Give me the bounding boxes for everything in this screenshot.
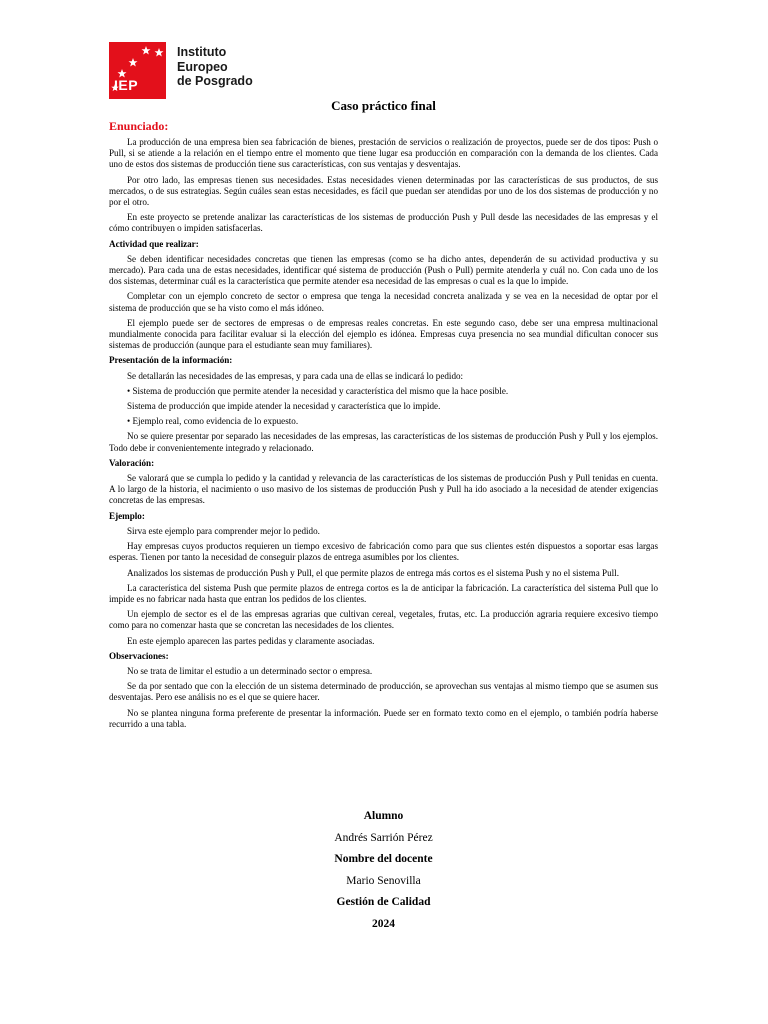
- student-name: Andrés Sarrión Pérez: [334, 831, 433, 844]
- ejemplo-paragraph: La característica del sistema Push que permite plazos de entrega cortos es la de anticipar la fabricación. La característica del sistema Pull que lo impide es no fabricar nada hasta que entran los pedidos de los clientes.: [109, 582, 658, 604]
- enunciado-paragraph: Por otro lado, las empresas tienen sus necesidades. Estas necesidades vienen determinadas por las características de sus productos, de sus mercados, o de sus estrategias. Según cuáles sean estas necesidades, es fácil que puedan ser atendidas por uno de los dos sistemas de producción y no por el otro.: [109, 174, 658, 208]
- logo-name-line: Instituto: [177, 45, 227, 59]
- valoracion-heading: Valoración:: [109, 457, 155, 468]
- cover-footer: [109, 806, 658, 935]
- iep-logo: [109, 42, 259, 99]
- teacher-label: Nombre del docente: [334, 853, 433, 865]
- actividad-paragraph: El ejemplo puede ser de sectores de empresas o de empresas reales concretas. En este segundo caso, debe ser una empresa multinacional mundialmente conocida para facilitar evaluar si la elección del ejemplo es idónea. Empresas cuya presencia no sea mundial dificultan conocer sus sistemas de producción (aunque para el estudiante sean muy familiares).: [109, 317, 658, 351]
- actividad-paragraph: Se deben identificar necesidades concretas que tienen las empresas (como se ha dicho antes, dependerán de su actividad productiva y su mercado). Para cada una de estas necesidades, identificar qué sistema de producción (Push o Pull) permite atenderla y cuál no. Con cada uno de los dos sistemas, determinar cuál es la característica que permite atender esa necesidad de las empresas o cual es la que lo impide.: [109, 253, 658, 287]
- year: 2024: [372, 917, 395, 930]
- course-name: Gestión de Calidad: [336, 896, 431, 908]
- presentacion-paragraph: Sistema de producción que impide atender la necesidad y característica que lo impide.: [127, 401, 441, 412]
- ejemplo-paragraph: En este ejemplo aparecen las partes pedidas y claramente asociadas.: [127, 635, 375, 646]
- observaciones-paragraph: No se trata de limitar el estudio a un determinado sector o empresa.: [127, 665, 373, 676]
- logo-name-line: de Posgrado: [177, 74, 253, 88]
- document-body: [109, 98, 658, 734]
- enunciado-paragraph: En este proyecto se pretende analizar las características de los sistemas de producción Push y Pull desde las necesidades de las empresas y el cómo contribuyen o impiden satisfacerlas.: [109, 212, 658, 234]
- ejemplo-paragraph: Hay empresas cuyos productos requieren un tiempo excesivo de fabricación como para que sus clientes estén dispuestos a soportar esas largas esperas. Tienen por tanto la necesidad de conseguir plazos de entrega asumibles por los clientes.: [109, 541, 658, 563]
- enunciado-paragraph: La producción de una empresa bien sea fabricación de bienes, prestación de servicios o realización de proyectos, puede ser de dos tipos: Push o Pull, si se atiende a la relación en el tiempo entre el momento que tiene lugar esa producción en comparación con la demanda de los clientes. Cada uno de estos dos sistemas de producción tiene sus características, con sus ventajas y desventajas.: [109, 137, 658, 170]
- ejemplo-paragraph: Un ejemplo de sector es el de las empresas agrarias que cultivan cereal, vegetales, frutas, etc. La producción agraria requiere excesivo tiempo como para no comenzar hasta que se concretan las necesidades de los clientes.: [109, 609, 658, 631]
- logo-abbreviation: IEP: [114, 77, 139, 93]
- valoracion-paragraph: Se valorará que se cumpla lo pedido y la cantidad y relevancia de las características de los sistemas de producción Push y Pull tenidas en cuenta. A lo largo de la historia, el nacimiento o uso masivo de los sistemas de producción Push y Pull ha ido asociado a la necesidad de atender exigencias concretas de las empresas.: [109, 473, 658, 506]
- document-title: Caso práctico final: [331, 98, 436, 113]
- ejemplo-paragraph: Sirva este ejemplo para comprender mejor lo pedido.: [127, 525, 320, 536]
- teacher-name: Mario Senovilla: [346, 874, 421, 887]
- observaciones-paragraph: Se da por sentado que con la elección de un sistema determinado de producción, se aprovechan sus ventajas al mismo tiempo que se asumen sus desventajas. Pero ese análisis no es el que se quiere hacer.: [109, 681, 658, 703]
- presentacion-paragraph: • Ejemplo real, como evidencia de lo expuesto.: [127, 416, 299, 427]
- ejemplo-heading: Ejemplo:: [109, 510, 145, 521]
- presentacion-paragraph: • Sistema de producción que permite atender la necesidad y característica del mismo que la hace posible.: [127, 385, 509, 396]
- logo-name-line: Europeo: [177, 59, 228, 74]
- presentacion-heading: Presentación de la información:: [109, 355, 233, 366]
- presentacion-paragraph: No se quiere presentar por separado las necesidades de las empresas, las características de los sistemas de producción Push y Pull y los ejemplos. Todo debe ir convenientemente integrado y relacionado.: [109, 431, 658, 453]
- logo-mark: [109, 42, 166, 99]
- observaciones-heading: Observaciones:: [109, 650, 169, 661]
- student-label: Alumno: [363, 810, 404, 822]
- actividad-paragraph: Completar con un ejemplo concreto de sector o empresa que tenga la necesidad concreta analizada y se vea en la necesidad de optar por el sistema de producción que se ha visto como el más idóneo.: [109, 291, 658, 313]
- ejemplo-paragraph: Analizados los sistemas de producción Push y Pull, el que permite plazos de entrega más cortos es el sistema Push y no el sistema Pull.: [127, 567, 619, 578]
- actividad-heading: Actividad que realizar:: [109, 238, 199, 249]
- observaciones-paragraph: No se plantea ninguna forma preferente de presentar la información. Puede ser en formato texto como en el ejemplo, o también podría haberse recurrido a una tabla.: [109, 707, 658, 729]
- logo-name: [177, 45, 253, 89]
- enunciado-heading: Enunciado:: [109, 119, 169, 133]
- presentacion-paragraph: Se detallarán las necesidades de las empresas, y para cada una de ellas se indicará lo pedido:: [127, 370, 464, 381]
